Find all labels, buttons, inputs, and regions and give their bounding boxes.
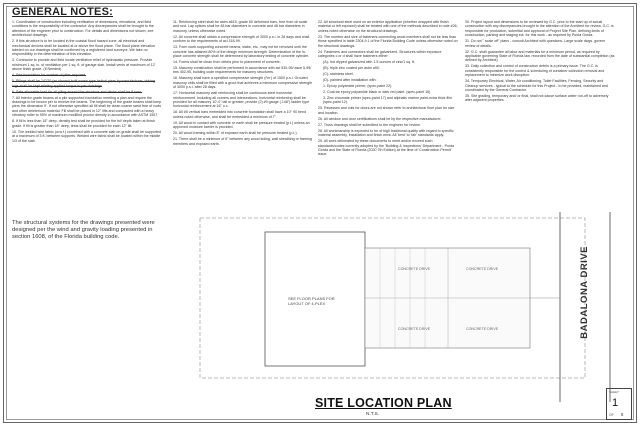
note-item: 32. G.C. shall guarantee all labor and materials for a minimum period, as required by applicable governing State of Florida law, recorded from the date of substantial completion (as defined by Architect). xyxy=(465,49,615,63)
structural-design-note: The structural systems for the drawings presented were designed per the wind and gravity loading presented in section 1608, of the Florida building code. xyxy=(12,220,155,240)
note-item: 24. Fasteners and connectors shall be galvanized. Structures within exposure categories c or d shall have fasteners either: xyxy=(318,49,442,59)
note-item: 6. Safe allowable load for all piling around the structure and decks shall be 8 tons. xyxy=(12,89,143,94)
note-item: 33. Daily collection and control of construction debris is a primary issue. The G.C. is consistently responsible for the control & scheduling of container collection removal and replacement to minimize work disruption. xyxy=(465,64,605,78)
note-item: 26. All window and door certifications shall be by the respective manufacturer. xyxy=(318,116,442,121)
note-item: 30. Project layout and dimensions to be reviewed by G.C. prior to the start up of actual construction with any discrepancies brought to the attention of the Architect for review. G.C. is responsible for production, submittal and approval of Project Site Plan, defining limits of construction, parking and staging ect. for this work - as required by Punta Gorda. xyxy=(465,20,614,38)
note-item: 5. Pilings shall be 14"/20 (as shown) built screw-type helical piers by manufacturer, driving logs shall be kept relating applied torque to per drawings xyxy=(12,79,156,88)
note-item: 17. Horizontal masonry wall reinforcing shall be continuous steel horizontal reinforcement. Including all corners and intersections, horizontal reinforcing shall be provided for all masonry 10'-0" tall or greater, provide (2) #9 gauge (.148") ladder type horizontal reinforcement at 16" o.c. xyxy=(173,91,310,109)
note-item: 29. All work delineated by these documents to meet and/or exceed such standards/codes currently adopted by the 'Building & Inspections' Department - Punta Gorda and the State of Florida (2020 7th Edition) at the time of 'Construction Permit' issue. xyxy=(318,139,455,157)
notes-column-3 xyxy=(318,20,458,200)
general-notes-heading: GENERAL NOTES: xyxy=(12,6,113,18)
site-plan-title: SITE LOCATION PLAN xyxy=(315,396,452,410)
notes-column-4 xyxy=(465,20,615,130)
site-plan-svg xyxy=(170,212,620,402)
drive-label-3: CONCRETE DRIVE xyxy=(398,327,431,331)
note-item: 11. Reinforcing steel shall be astm a615, grade 60 deformed bars, free from oil scale and rust. Lap splices shall be 48 bar diameters in concrete and 48 bar diameters in masonry, unless otherwise noted. xyxy=(173,20,308,33)
floor-plan-note-line1: SEE FLOOR PLANS FOR xyxy=(288,296,335,301)
note-item: 20. All wood framing within 8" of exposed earth shall be pressure treated (p.t.). xyxy=(173,131,298,136)
note-item: 27. Truss drawings shall be submitted to the engineer for review. xyxy=(318,122,421,127)
note-item: 31. Do not " scale off" plans - consult Architect with questions. Large scale dwgs. govern review of details. xyxy=(465,39,606,48)
drive-label-1: CONCRETE DRIVE xyxy=(398,267,431,271)
sheet-label: SHEET xyxy=(609,390,620,394)
sheet-total: 8 xyxy=(621,412,624,417)
note-item: (C)- stainless steel. xyxy=(323,72,354,77)
sheet-of-label: OF xyxy=(609,413,614,417)
notes-column-2 xyxy=(173,20,313,200)
note-item: 12. All concrete shall obtain a compressive strength of 3000 p.s.i. in 28 days and shall conform to the requirements of aci 318-99. xyxy=(173,34,310,44)
site-plan-drawing xyxy=(170,212,620,402)
note-item: 3. Contractor to provide and field locate ventilation relief of hydrostatic pressure. Provide minimum 1 sq. in. of ventilation per 1 sq. ft. of garage slab. Install vents at maximum of 12' above finish grade. (If Needed) xyxy=(12,58,156,72)
note-item: 2. Coal-tar epoxy polyamide black or dark red paint. (spec-paint 16) xyxy=(323,90,431,95)
note-item: 15. Masonry construction shall be performed in accordance with aci 530-95/ asce 5-95/ tms 402-95, building code requirements for masonry structures. xyxy=(173,66,312,75)
note-item: 4. See foundation for number of piles required. xyxy=(12,73,87,78)
note-item: 18. All #5 vertical bars embedded into concrete foundation shall have a 10" 90 bend unless noted otherwise, and shall be embedded a minimum of 7". xyxy=(173,110,306,119)
note-item: (A)- hot dipped galvanized with 1.5 ounces of zinc/1 sq. ft. xyxy=(323,60,416,65)
floor-plan-note-line2: LAYOUT OF 4-PLEX xyxy=(288,301,326,306)
note-item: (B)- triple zinc coated per astm a90. xyxy=(323,66,380,71)
note-item: 13. Form work supporting concrete beams, slabs, etc., may not be removed until the concrete has attained 80% of the design minimum strength. Determination of the in-place concrete strength shall be determined by laboratory testing of concrete cylinder. xyxy=(173,45,310,59)
note-item: 8. If fill is less than 18" deep, density test shall be provided for the full depth taken at finish grade. If fill is greater than 18" deep, tests shall be provided for each 12" lift. xyxy=(12,119,155,128)
note-item: 34. Temporary Electrical, Water, Air conditioning, Toilet Facilities, Fencing, Security and Cleanup services - typical to the schedule for this Project - to be provided, maintained and coordinated by the General Contractor. xyxy=(465,79,608,93)
scale-note: N.T.S. xyxy=(366,412,380,417)
note-item: 25. Recesses and cuts for doors are not shown refer to architectural floor plan for size and location. xyxy=(318,106,455,115)
note-item: 1. Coordination of construction including verification of dimensions, elevations, and field conditions is the responsibility of the contractor. Any discrepancies shall be brought to the attention of the engineer prior to construction. For details and dimensions not shown, see architectural drawings. xyxy=(12,20,154,38)
note-item: 28. All workmanship is expected to be of high traditional quality with regard to specific material assembly, installation and finish work. All 'best' to 'fair' standards apply. xyxy=(318,128,454,138)
note-item: 10. The welded wire fabric (w.w.f.) combined with a concrete slab on grade shall be supported at a maximum of 3 ft. between supports. Welded wire fabric shall be located within the middle 1/3 of the slab. xyxy=(12,129,161,143)
note-item: 16. Masonry shall have a specified compressive strength (f'm') of 1500 p.s.i. Grouted masonry cells shall be filled with a grout that achieves a minimum compressive strength of 3000 p.s.i. after 28 days. xyxy=(173,76,313,90)
note-item: (D)- painted after installation with: xyxy=(323,78,377,83)
note-item: 14. Forms shall be clean from debris prior to placement of concrete. xyxy=(173,60,281,65)
note-item: 22. All structural steel used on an exterior application (whether wrapped with finish material or left exposed) shall be treated with one of the methods described in note #26, unless noted otherwise on the structural drawings. xyxy=(318,20,458,33)
street-name-label: BADALONA DRIVE xyxy=(579,246,590,339)
floor-plan-note xyxy=(288,296,336,306)
drive-label-2: CONCRETE DRIVE xyxy=(466,267,499,271)
note-item: 2. If this structure is to be located in the coastal flood hazard zone, all electrical and mechanical devices shall be located at or above the flood plane. The flood plane elevation labeled on our drawings shall be confirmed by a registered land surveyor. We take no responsibility in the determination of this elevation. xyxy=(12,39,155,57)
note-item: 21. There shall be a minimum of 6" between any wood siding, wall sheathing or framing members and exposed earth. xyxy=(173,137,312,146)
note-item: 23. The number and size of fasteners connecting wood members shall not be less than those specified in table 2304.9.1 of the Florida Building Code unless otherwise noted on the structural drawings. xyxy=(318,34,458,48)
note-item: 3. Zinc chromate primer (spec-paint 17) and aliphatic marine paint-extra thick film (spec-paint 12). xyxy=(323,96,453,105)
note-item: 19. All wood in contact with concrete or earth shall be pressure treated (p.t.) unless an approved moisture barrier is provided. xyxy=(173,120,310,130)
notes-column-1 xyxy=(12,20,162,200)
drive-label-4: CONCRETE DRIVE xyxy=(466,327,499,331)
sheet-number: 1 xyxy=(612,397,619,409)
note-item: 7. All interior grade beams at a pile supported foundation meeting a plan and require the drawings to be known per to receive the beams. The beginning of the grade beams shall keep piers the dimension 9'. If not otherwise specified all fill shall be clean coarse sand free of roots and other deleterious material. Fill shall be placed in 12" lifts and compacted with a heavy vibratory roller to 95% of maximum modified proctor density in accordance with ASTM 1557. xyxy=(12,95,162,118)
note-item: 35. Site grading, temporary and/ or final, shall not cause surface water run-off to adversely alter adjacent properties. xyxy=(465,94,609,103)
note-item: 1. Epoxy polyamide primer, (spec-paint 22). xyxy=(323,84,393,89)
